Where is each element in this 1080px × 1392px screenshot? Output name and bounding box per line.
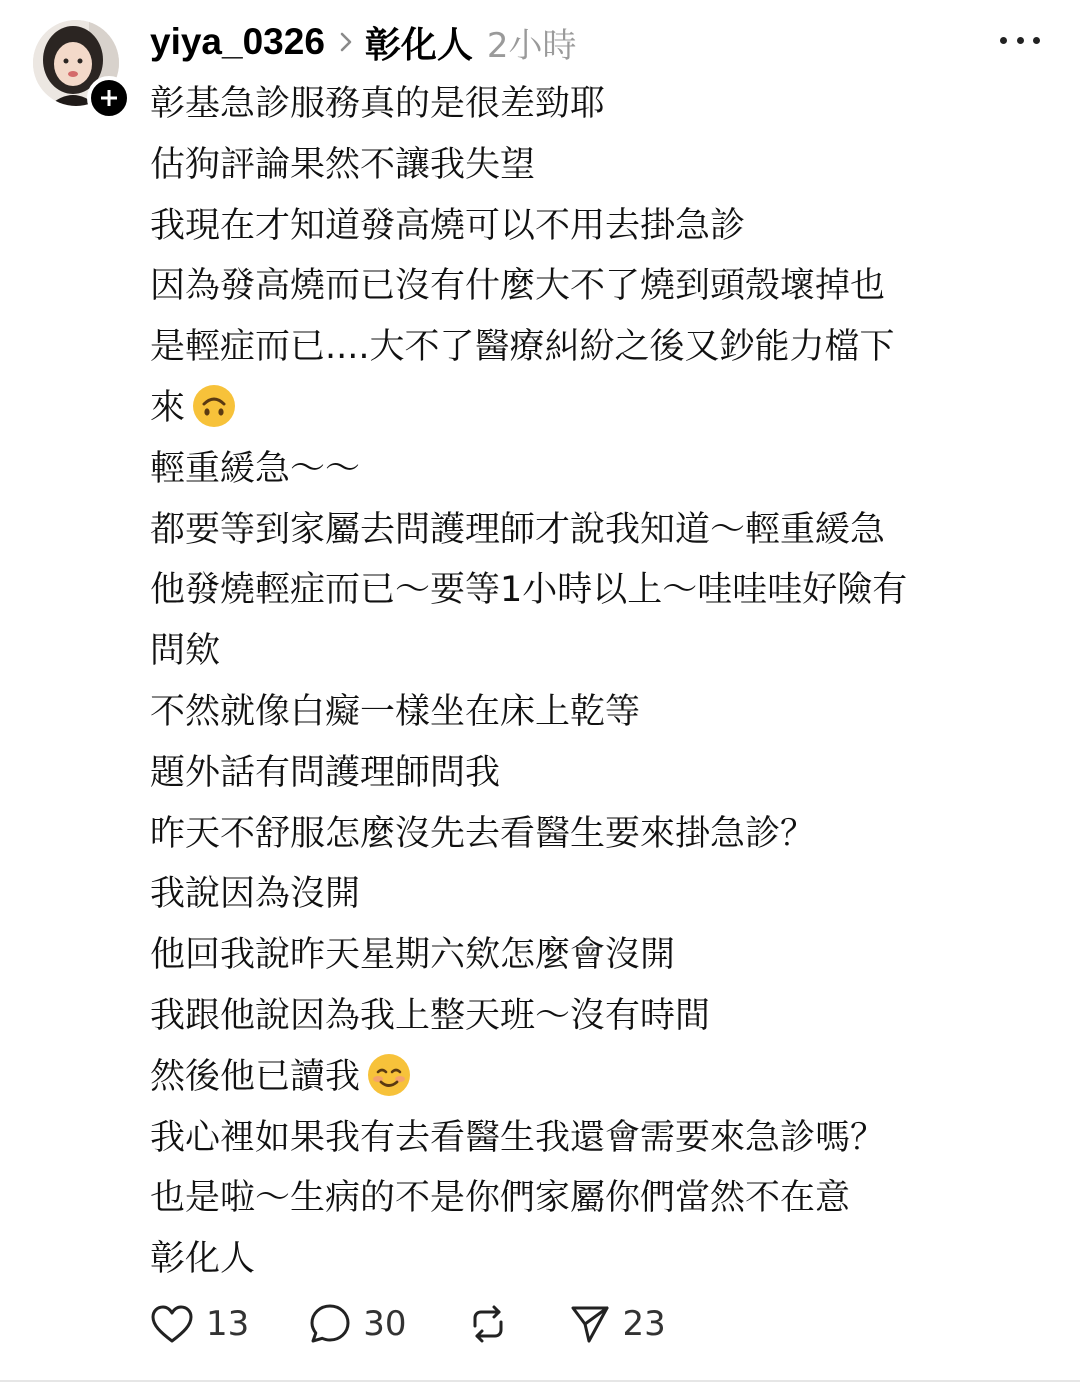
chevron-right-icon (339, 31, 353, 53)
more-options-icon[interactable] (1000, 28, 1040, 52)
post-text-line: 都要等到家屬去問護理師才說我知道～輕重緩急 (150, 509, 886, 550)
post-text-line (150, 1047, 1050, 1108)
share-button[interactable] (569, 1303, 666, 1345)
post-text-line: 輕重緩急～～ (150, 448, 361, 489)
username[interactable]: yiya_0326 (150, 21, 325, 62)
like-button[interactable] (150, 1304, 249, 1344)
post-text-line: 彰化人 (150, 1239, 256, 1280)
post-text-line: 是輕症而已....大不了醫療糾紛之後又鈔能力檔下 (150, 327, 895, 368)
post-timestamp: 2小時 (486, 25, 577, 66)
comment-button[interactable] (309, 1303, 406, 1345)
follow-button[interactable] (87, 76, 131, 120)
post-text-line: 他發燒輕症而已～要等1小時以上～哇哇哇好險有 (150, 570, 908, 611)
post-text-line: 我心裡如果我有去看醫生我還會需要來急診嗎？ (150, 1117, 886, 1158)
topic-tag[interactable]: 彰化人 (364, 24, 473, 66)
post-text-line: 也是啦～生病的不是你們家屬你們當然不在意 (150, 1178, 851, 1219)
post-text-line: 他回我說昨天星期六欸怎麼會沒開 (150, 935, 676, 976)
repost-button[interactable] (467, 1304, 509, 1344)
post-body (150, 74, 1050, 1290)
post-actions (150, 1300, 726, 1348)
like-count: 13 (206, 1304, 250, 1344)
plus-icon (99, 88, 119, 108)
upside-down-face-emoji (191, 383, 237, 429)
post-text-line: 我現在才知道發高燒可以不用去掛急診 (150, 205, 746, 246)
post-header (150, 16, 577, 68)
comment-icon (309, 1303, 351, 1345)
post-text-line: 不然就像白癡一樣坐在床上乾等 (150, 691, 641, 732)
post-text-line: 我說因為沒開 (150, 874, 361, 915)
divider (0, 1380, 1080, 1382)
smiling-face-emoji (366, 1052, 412, 1098)
author-avatar-group[interactable] (33, 20, 121, 116)
post-text-line: 估狗評論果然不讓我失望 (150, 144, 536, 185)
post-text-segment: 然後他已讀我 (150, 1056, 361, 1097)
post-text-line: 我跟他說因為我上整天班～沒有時間 (150, 995, 711, 1036)
post-text-line: 問欸 (150, 631, 221, 672)
post-text-line: 彰基急診服務真的是很差勁耶 (150, 84, 606, 124)
post-text-line: 昨天不舒服怎麼沒先去看醫生要來掛急診？ (150, 813, 816, 854)
comment-count: 30 (363, 1304, 407, 1344)
post-text-line (150, 378, 1050, 439)
heart-icon (150, 1304, 194, 1344)
repost-icon (467, 1304, 509, 1344)
share-count: 23 (622, 1304, 666, 1344)
send-icon (569, 1303, 611, 1345)
post-text-line: 題外話有問護理師問我 (150, 752, 501, 793)
post-text-line: 因為發高燒而已沒有什麼大不了燒到頭殼壞掉也 (150, 266, 886, 307)
post-text-segment: 來 (150, 387, 186, 428)
